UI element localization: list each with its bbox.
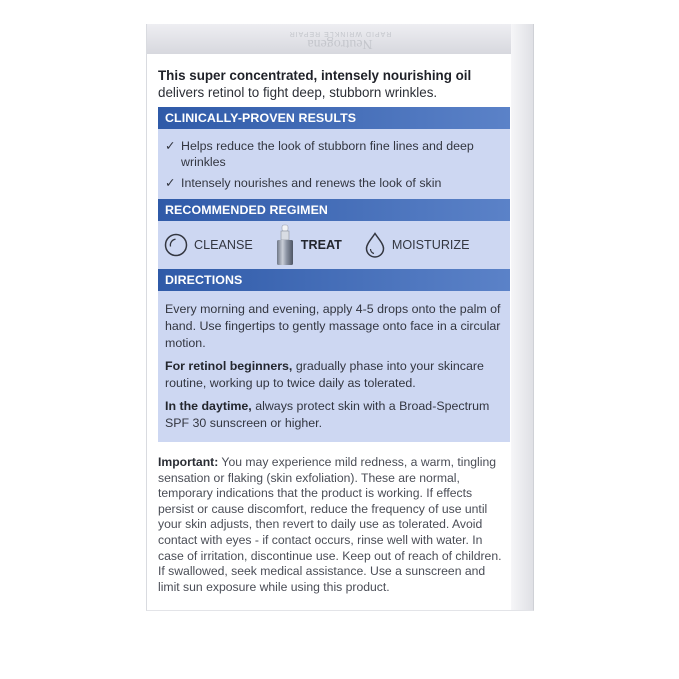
droplet-icon — [364, 232, 386, 258]
regimen-step-label: MOISTURIZE — [391, 238, 470, 252]
regimen-step-moisturize — [364, 232, 470, 258]
directions-paragraph — [165, 398, 503, 432]
directions-rest: always protect skin with a Broad-Spectrum SPF 30 sunscreen or higher. — [165, 399, 490, 430]
important-warning — [158, 455, 510, 595]
dropper-bottle-icon — [275, 224, 295, 266]
cleanse-circle-icon — [164, 233, 188, 257]
brand-tagline: RAPID WRINKLE REPAIR — [288, 30, 392, 37]
regimen-step-label: TREAT — [300, 238, 342, 252]
checkmark-icon: ✓ — [165, 139, 176, 153]
regimen-step-treat — [275, 224, 342, 266]
regimen-heading: RECOMMENDED REGIMEN — [158, 199, 510, 221]
results-heading: CLINICALLY-PROVEN RESULTS — [158, 107, 510, 129]
directions-bold: For retinol beginners, — [165, 359, 293, 373]
important-text: You may experience mild redness, a warm, tingling sensation or flaking (skin exfoliation). These are normal, temporary indications that the product is working. If effects persist or cause discomfort, reduce the frequency of use until your skin adjusts, then revert to daily use as tolerated. Avoid contact with eyes - if contact occurs, rinse well with water. In case of irritation, discontinue use. Keep out of reach of children. If swallowed, seek medical assistance. Use a sunscreen and limit sun exposure while using this product. — [158, 455, 502, 594]
directions-paragraph — [165, 358, 503, 392]
regimen-steps — [158, 221, 510, 269]
intro-rest: delivers retinol to fight deep, stubborn wrinkles. — [158, 85, 438, 100]
result-text: Intensely nourishes and renews the look of skin — [181, 176, 442, 190]
box-top-flap — [147, 24, 533, 54]
checkmark-icon: ✓ — [165, 176, 176, 190]
results-list — [158, 129, 510, 199]
intro-text — [158, 67, 510, 101]
directions-paragraph: Every morning and evening, apply 4-5 drops onto the palm of hand. Use fingertips to gently massage onto face in a circular motion. — [165, 302, 501, 350]
regimen-step-cleanse — [164, 233, 253, 257]
directions-bold: In the daytime, — [165, 399, 252, 413]
important-label: Important: — [158, 455, 219, 469]
regimen-step-label: CLEANSE — [194, 238, 253, 252]
list-item — [165, 138, 503, 170]
info-panel — [158, 107, 510, 442]
box-front-panel — [158, 67, 510, 595]
directions-heading: DIRECTIONS — [158, 269, 510, 291]
brand-logo: Neutrogena — [307, 36, 373, 51]
list-item — [165, 175, 503, 191]
intro-bold: This super concentrated, intensely nourishing oil — [158, 68, 472, 83]
box-side-shadow — [511, 24, 533, 610]
result-text: Helps reduce the look of stubborn fine lines and deep wrinkles — [181, 139, 474, 169]
box-top-brand — [147, 29, 533, 49]
directions-rest: gradually phase into your skincare routine, working up to twice daily as tolerated. — [165, 359, 484, 390]
directions-body — [158, 291, 510, 442]
